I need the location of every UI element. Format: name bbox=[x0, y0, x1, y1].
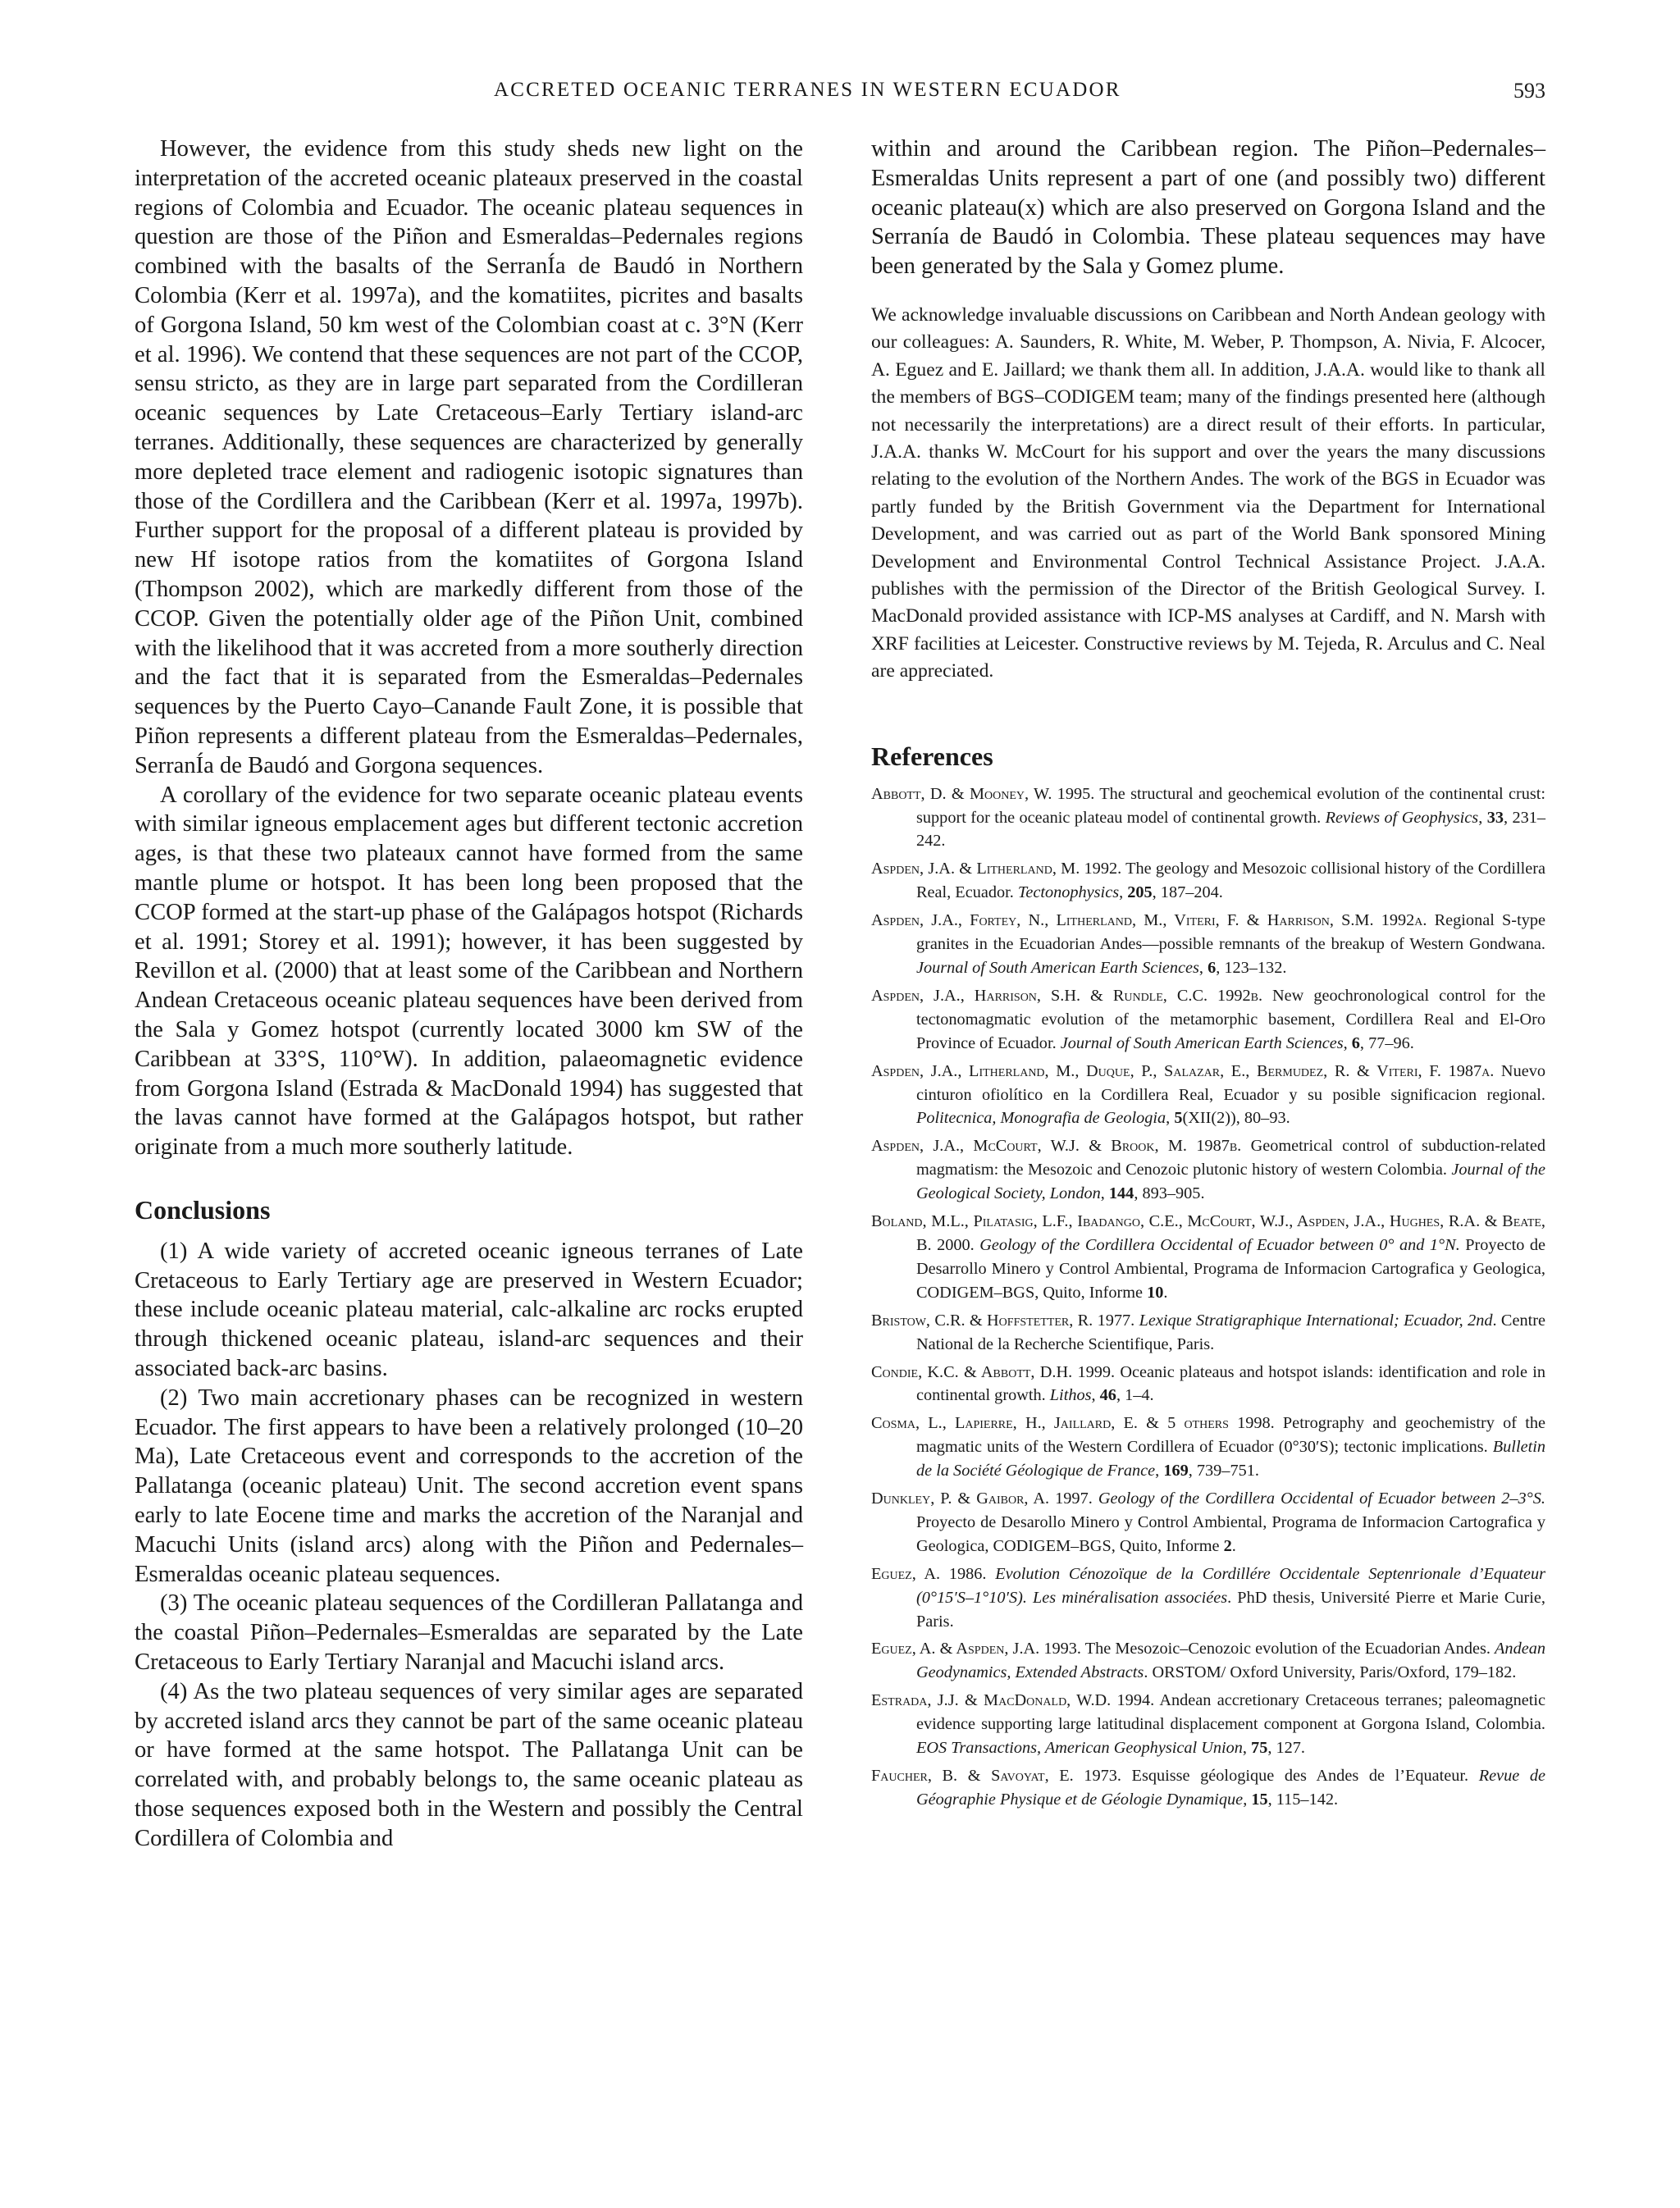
reference-item bbox=[871, 1412, 1545, 1483]
reference-volume: 6 bbox=[1351, 1033, 1360, 1052]
reference-detail: , bbox=[1198, 959, 1208, 978]
reference-item bbox=[871, 1689, 1545, 1760]
reference-pages: , 1–4. bbox=[1116, 1386, 1154, 1405]
reference-authors: Eguez, A. 1986. bbox=[871, 1564, 987, 1583]
conclusion-item: (2) Two main accretionary phases can be recognized in western Ecuador. The first appears to have been a relatively prolonged (10–20 Ma), Late Cretaceous event and corresponds to the accretion of the Pallatanga (oceanic plateau) Unit. The second accretion event spans early to late Eocene time and marks the accretion of the Naranjal and Macuchi Units (island arcs) along with the Piñon and Pedernales–Esmeraldas oceanic plateau sequences. bbox=[135, 1385, 803, 1587]
reference-source: Lexique Stratigraphique International; Ecuador, 2nd bbox=[1139, 1311, 1493, 1330]
right-column bbox=[871, 135, 1545, 1816]
reference-pages: , 127. bbox=[1267, 1739, 1305, 1758]
reference-volume: 10 bbox=[1147, 1283, 1164, 1302]
reference-detail: , bbox=[1119, 883, 1128, 902]
conclusion-item: (3) The oceanic plateau sequences of the Cordilleran Pallatanga and the coastal Piñon–Pedernales–Esmeraldas are separated by the Late Cretaceous to Early Tertiary Naranjal and Macuchi island arcs. bbox=[135, 1590, 803, 1676]
reference-pages: , 187–204. bbox=[1152, 883, 1223, 902]
reference-item bbox=[871, 1637, 1545, 1685]
reference-item bbox=[871, 984, 1545, 1056]
reference-title: The geology and Mesozoic collisional history of the Cordillera Real, Ecuador. bbox=[916, 860, 1545, 902]
reference-volume: 5 bbox=[1174, 1109, 1183, 1128]
reference-volume: 169 bbox=[1163, 1462, 1189, 1480]
reference-authors: Condie, K.C. & Abbott, D.H. 1999. bbox=[871, 1362, 1116, 1381]
reference-authors: Aspden, J.A., Fortey, N., Litherland, M., Viteri, F. & Harrison, S.M. 1992a. bbox=[871, 911, 1427, 930]
reference-pages: , 77–96. bbox=[1359, 1033, 1414, 1052]
reference-title bbox=[987, 1565, 996, 1583]
body-continuation: within and around the Caribbean region. The Piñon–Pedernales–Esmeraldas Units represent a part of one (and possibly two) different oceanic plateau(x) which are also preserved on Gorgona Island and the Serranía de Baudó in Colombia. These plateau sequences may have been generated by the Sala y Gomez plume. bbox=[871, 136, 1545, 280]
reference-authors: Aspden, J.A., Litherland, M., Duque, P., Salazar, E., Bermudez, R. & Viteri, F. 1987a. bbox=[871, 1061, 1495, 1080]
reference-title bbox=[1093, 1489, 1098, 1508]
reference-title: The Mesozoic–Cenozoic evolution of the Ecuadorian Andes. bbox=[1080, 1640, 1495, 1658]
reference-item bbox=[871, 1134, 1545, 1206]
left-column bbox=[135, 135, 803, 1854]
reference-detail: . PhD thesis, Université Pierre et Marie Curie, Paris. bbox=[916, 1588, 1546, 1631]
reference-volume: 2 bbox=[1223, 1536, 1232, 1555]
reference-source: Geology of the Cordillera Occidental of Ecuador between 2–3°S. bbox=[1098, 1489, 1545, 1508]
reference-title: Regional S-type granites in the Ecuadorian Andes—possible remnants of the breakup of Western Gondwana. bbox=[916, 911, 1545, 954]
reference-source: Reviews of Geophysics bbox=[1325, 808, 1479, 827]
reference-authors: Dunkley, P. & Gaibor, A. 1997. bbox=[871, 1489, 1093, 1508]
reference-item bbox=[871, 1487, 1545, 1558]
reference-pages: , 123–132. bbox=[1216, 959, 1287, 978]
reference-detail: , bbox=[1091, 1386, 1100, 1405]
reference-pages: . bbox=[1231, 1536, 1236, 1555]
conclusions-heading: Conclusions bbox=[135, 1194, 271, 1225]
reference-source: EOS Transactions, American Geophysical Union bbox=[916, 1739, 1243, 1758]
conclusion-item: (4) As the two plateau sequences of very similar ages are separated by accreted island arcs they cannot be part of the same oceanic plateau or have formed at the same hotspot. The Pallatanga Unit can be correlated with, and probably belongs to, the same oceanic plateau as those sequences exposed both in the Western and possibly the Central Cordillera of Colombia and bbox=[135, 1678, 803, 1851]
reference-detail: , bbox=[1100, 1184, 1109, 1203]
reference-authors: Cosma, L., Lapierre, H., Jaillard, E. & 5 others 1998. bbox=[871, 1414, 1275, 1433]
reference-title: New geochronological control for the tectonomagmatic evolution of the metamorphic basement, Cordillera Real and El-Oro Province of Ecuador. bbox=[916, 986, 1545, 1052]
reference-detail: . ORSTOM/ Oxford University, Paris/Oxford, 179–182. bbox=[1144, 1663, 1517, 1682]
body-paragraph-2: A corollary of the evidence for two separate oceanic plateau events with similar igneous emplacement ages but different tectonic accretion ages, is that these two plateaux cannot have formed from the same mantle plume or hotspot. It has been long been proposed that the CCOP formed at the start-up phase of the Galápagos hotspot (Richards et al. 1991; Storey et al. 1991); however, it has been suggested by Revillon et al. (2000) that at least some of the Caribbean and Northern Andean Cretaceous oceanic plateau sequences have been derived from the Sala y Gomez hotspot (currently located 3000 km SW of the Caribbean at 33°S, 110°W). In addition, palaeomagnetic evidence from Gorgona Island (Estrada & MacDonald 1994) has suggested that the lavas cannot have formed at the Galápagos hotspot, but rather originate from a much more southerly latitude. bbox=[135, 782, 803, 1161]
reference-item bbox=[871, 1562, 1545, 1634]
reference-source: Bulletin de la Société Géologique de France bbox=[916, 1438, 1545, 1480]
reference-pages: , 893–905. bbox=[1134, 1184, 1205, 1203]
reference-title: The structural and geochemical evolution of the continental crust: support for the oceanic plateau model of continental growth. bbox=[916, 784, 1545, 827]
reference-source: Journal of the Geological Society, London bbox=[916, 1161, 1545, 1203]
reference-authors: Bristow, C.R. & Hoffstetter, R. 1977. bbox=[871, 1311, 1135, 1330]
acknowledgements: We acknowledge invaluable discussions on Caribbean and North Andean geology with our colleagues: A. Saunders, R. White, M. Weber, P. Thompson, A. Nivia, F. Alcocer, A. Eguez and E. Jaillard; we thank them all. In addition, J.A.A. would like to thank all the members of BGS–CODIGEM team; many of the findings presented here (although not necessarily the interpretations) are a direct result of their efforts. In particular, J.A.A. thanks W. McCourt for his support and over the years the many discussions relating to the evolution of the Northern Andes. The work of the BGS in Ecuador was partly funded by the British Government via the Department for International Development, and was carried out as part of the World Bank sponsored Mining Development and Environmental Control Technical Assistance Project. J.A.A. publishes with the permission of the Director of the British Geological Survey. I. MacDonald provided assistance with ICP-MS analyses at Cardiff, and N. Marsh with XRF facilities at Leicester. Constructive reviews by M. Tejeda, R. Arculus and C. Neal are appreciated. bbox=[871, 303, 1545, 682]
reference-title: Nuevo cinturon ofiolítico en la Cordillera Real, Ecuador y su posible significacion regional. bbox=[916, 1061, 1545, 1104]
reference-volume: 205 bbox=[1127, 883, 1153, 902]
reference-item bbox=[871, 1361, 1545, 1408]
reference-item bbox=[871, 909, 1545, 980]
reference-volume: 144 bbox=[1108, 1184, 1134, 1203]
reference-title: Geometrical control of subduction-related magmatism: the Mesozoic and Cenozoic plutonic history of western Colombia. bbox=[916, 1137, 1545, 1179]
reference-item bbox=[871, 1060, 1545, 1131]
reference-detail: . Centre National de la Recherche Scientifique, Paris. bbox=[916, 1311, 1545, 1353]
reference-source: Evolution Cénozoïque de la Cordillére Occidentale Septenrionale d’Equateur (0°15′S–1°10′S). Les minéralisation associées bbox=[916, 1564, 1546, 1607]
reference-authors: Boland, M.L., Pilatasig, L.F., Ibadango, C.E., McCourt, W.J., Aspden, J.A., Hughes, R.A. & Beate, B. 2000. bbox=[871, 1212, 1545, 1254]
reference-source: Andean Geodynamics, Extended Abstracts bbox=[916, 1640, 1545, 1682]
reference-authors: Aspden, J.A., McCourt, W.J. & Brook, M. 1987b. bbox=[871, 1137, 1242, 1156]
reference-detail: Proyecto de Desarollo Minero y Control Ambiental, Programa de Informacion Cartografica y Geologica, CODIGEM–BGS, Quito, Informe bbox=[916, 1512, 1545, 1555]
references-heading: References bbox=[871, 741, 993, 771]
reference-item bbox=[871, 1764, 1545, 1812]
reference-authors: Estrada, J.J. & MacDonald, W.D. 1994. bbox=[871, 1691, 1155, 1710]
conclusion-item: (1) A wide variety of accreted oceanic igneous terranes of Late Cretaceous to Early Tertiary age are preserved in Western Ecuador; these include oceanic plateau material, calc-alkaline arc rocks erupted through thickened oceanic plateau, island-arc sequences and their associated back-arc basins. bbox=[135, 1238, 803, 1382]
reference-title: Esquisse géologique des Andes de l’Equateur. bbox=[1121, 1767, 1479, 1786]
running-title: ACCRETED OCEANIC TERRANES IN WESTERN ECUADOR bbox=[494, 79, 1121, 101]
reference-source: Politecnica, Monografia de Geologia bbox=[916, 1109, 1166, 1128]
reference-pages: (XII(2)), 80–93. bbox=[1182, 1109, 1290, 1128]
reference-source: Geology of the Cordillera Occidental of Ecuador between 0° and 1°N. bbox=[979, 1235, 1460, 1254]
reference-detail: , bbox=[1243, 1790, 1252, 1809]
reference-pages: , 231–242. bbox=[916, 808, 1546, 851]
page-number: 593 bbox=[1513, 79, 1545, 103]
reference-item bbox=[871, 857, 1545, 905]
reference-item bbox=[871, 782, 1545, 854]
reference-source: Revue de Géographie Physique et de Géologie Dynamique bbox=[916, 1767, 1546, 1809]
running-head bbox=[135, 79, 1545, 112]
reference-source: Tectonophysics bbox=[1017, 883, 1120, 902]
reference-authors: Aspden, J.A. & Litherland, M. 1992. bbox=[871, 860, 1122, 878]
reference-item bbox=[871, 1309, 1545, 1357]
reference-source: Lithos bbox=[1049, 1386, 1092, 1405]
reference-source: Journal of South American Earth Sciences bbox=[1060, 1033, 1344, 1052]
reference-item bbox=[871, 1210, 1545, 1305]
reference-pages: . bbox=[1163, 1283, 1168, 1302]
reference-detail: , bbox=[1343, 1033, 1352, 1052]
reference-authors: Abbott, D. & Mooney, W. 1995. bbox=[871, 784, 1095, 803]
reference-detail: Proyecto de Desarrollo Minero y Control Ambiental, Programa de Informacion Cartografica y Geologica, CODIGEM–BGS, Quito, Informe bbox=[916, 1235, 1545, 1302]
reference-title: Andean accretionary Cretaceous terranes; paleomagnetic evidence supporting large latitudinal displacement component at Gorgona Island, Colombia. bbox=[916, 1691, 1545, 1734]
reference-title: Oceanic plateaus and hotspot islands: identification and role in continental growth. bbox=[916, 1362, 1546, 1405]
body-paragraph-1: However, the evidence from this study sheds new light on the interpretation of the accreted oceanic plateaux preserved in the coastal regions of Colombia and Ecuador. The oceanic plateau sequences in question are those of the Piñon and Esmeraldas–Pedernales regions combined with the basalts of the SerranÍa de Baudó in Northern Colombia (Kerr et al. 1997a), and the komatiites, picrites and basalts of Gorgona Island, 50 km west of the Colombian coast at c. 3°N (Kerr et al. 1996). We contend that these sequences are not part of the CCOP, sensu stricto, as they are in large part separated from the Cordilleran oceanic sequences by Late Cretaceous–Early Tertiary island-arc terranes. Additionally, these sequences are characterized by generally more depleted trace element and radiogenic isotopic signatures than those of the Cordillera and the Caribbean (Kerr et al. 1997a, 1997b). Further support for the proposal of a different plateau is provided by new Hf isotope ratios from the komatiites of Gorgona Island (Thompson 2002), which are markedly different from those of the CCOP. Given the potentially older age of the Piñon Unit, combined with the likelihood that it was accreted from a more southerly direction and the fact that it is separated from the Esmeraldas–Pedernales sequences by the Puerto Cayo–Canande Fault Zone, it is possible that Piñon represents a different plateau from the Esmeraldas–Pedernales, SerranÍa de Baudó and Gorgona sequences. bbox=[135, 136, 803, 778]
conclusions-list bbox=[135, 1237, 803, 1854]
reference-volume: 46 bbox=[1099, 1386, 1116, 1405]
reference-authors: Eguez, A. & Aspden, J.A. 1993. bbox=[871, 1640, 1081, 1658]
reference-source: Journal of South American Earth Sciences bbox=[916, 959, 1199, 978]
reference-volume: 75 bbox=[1251, 1739, 1268, 1758]
reference-volume: 33 bbox=[1486, 808, 1504, 827]
reference-volume: 6 bbox=[1208, 959, 1217, 978]
reference-pages: , 115–142. bbox=[1267, 1790, 1339, 1809]
reference-volume: 15 bbox=[1251, 1790, 1268, 1809]
reference-detail: , bbox=[1478, 808, 1487, 827]
reference-authors: Faucher, B. & Savoyat, E. 1973. bbox=[871, 1767, 1121, 1786]
reference-list bbox=[871, 782, 1545, 1812]
reference-pages: , 739–751. bbox=[1188, 1462, 1259, 1480]
reference-detail: , bbox=[1242, 1739, 1252, 1758]
reference-authors: Aspden, J.A., Harrison, S.H. & Rundle, C.C. 1992b. bbox=[871, 986, 1263, 1005]
reference-detail: , bbox=[1155, 1462, 1164, 1480]
reference-detail: , bbox=[1166, 1109, 1175, 1128]
reference-title: Petrography and geochemistry of the magmatic units of the Western Cordillera of Ecuador (0°30′S); tectonic implications. bbox=[916, 1414, 1545, 1457]
